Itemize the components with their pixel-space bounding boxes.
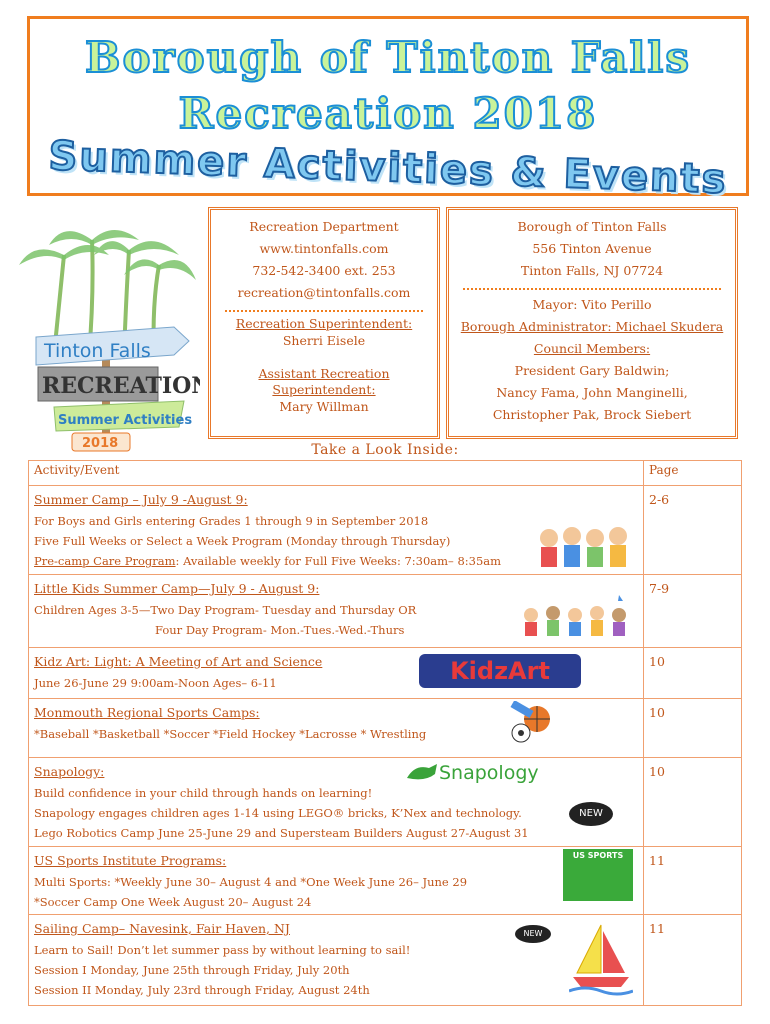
superintendent-label: Recreation Superintendent: (235, 316, 413, 331)
council-label: Council Members: (533, 341, 651, 356)
row-title[interactable]: Snapology: (34, 764, 105, 779)
alligator-icon (405, 758, 439, 788)
row-line: June 26-June 29 9:00am-Noon Ages– 6-11 (34, 676, 277, 690)
row-line: Session I Monday, June 25th through Friday, July 20th (34, 963, 350, 977)
sports-balls-icon (509, 701, 555, 745)
row-line: Snapology engages children ages 1-14 using LEGO® bricks, K’Nex and technology. (34, 806, 522, 820)
title-summer: Summer Activities & Events (47, 133, 729, 203)
mayor: Mayor: Vito Perillo (532, 297, 652, 312)
recreation-logo (14, 205, 200, 455)
row-title[interactable]: Sailing Camp– Navesink, Fair Haven, NJ (34, 921, 290, 936)
header-page: Page (644, 461, 742, 486)
table-row (29, 486, 742, 575)
row-title[interactable]: Kidz Art: Light: A Meeting of Art and Science (34, 654, 323, 669)
divider (463, 288, 721, 290)
row-line: Session II Monday, July 23rd through Friday, August 24th (34, 983, 370, 997)
precamp-text: : Available weekly for Full Five Weeks: 7:30am– 8:35am (175, 554, 502, 568)
new-badge: NEW (515, 925, 551, 943)
snapology-logo: Snapology (439, 762, 539, 784)
row-line: Lego Robotics Camp June 25-June 29 and Supersteam Builders August 27-August 31 (34, 826, 529, 840)
row-line: Build confidence in your child through hands on learning! (34, 786, 373, 800)
assistant-label: Assistant Recreation Superintendent: (258, 366, 390, 397)
kids-group-icon (534, 526, 634, 572)
look-inside-heading: Take a Look Inside: (311, 442, 459, 458)
table-row (29, 847, 742, 915)
borough-info-box (446, 207, 738, 439)
assistant-name: Mary Willman (279, 399, 369, 414)
row-line: *Soccer Camp One Week August 20– August 24 (34, 895, 312, 909)
us-sports-logo-text: US SPORTS (572, 851, 624, 860)
logo-year: 2018 (82, 436, 119, 451)
email-link[interactable]: recreation@tintonfalls.com (237, 285, 411, 300)
row-page: 10 (644, 699, 742, 758)
activities-table (28, 460, 742, 1006)
title-recreation: Recreation 2018 (178, 89, 598, 138)
title-banner (27, 16, 749, 203)
row-page: 11 (644, 847, 742, 915)
row-line: Children Ages 3-5—Two Day Program- Tuesday and Thursday OR (34, 603, 417, 617)
kidzart-logo: KidzArt (419, 654, 581, 688)
row-page: 10 (644, 648, 742, 699)
row-title[interactable]: Monmouth Regional Sports Camps: (34, 705, 260, 720)
council-line-2: Nancy Fama, John Manginelli, (496, 385, 688, 400)
borough-address: 556 Tinton Avenue (532, 241, 652, 256)
row-line: Four Day Program- Mon.-Tues.-Wed.-Thurs (155, 623, 405, 637)
dept-name: Recreation Department (249, 219, 399, 234)
logo-line3: Summer Activities (58, 413, 193, 428)
row-line: Five Full Weeks or Select a Week Program (Monday through Thursday) (34, 534, 451, 548)
palm-trees-icon (14, 205, 200, 455)
title-borough: Borough of Tinton Falls (84, 33, 692, 82)
recreation-contact-box (208, 207, 440, 439)
table-row (29, 915, 742, 1006)
row-page: 7-9 (644, 575, 742, 648)
header-activity: Activity/Event (29, 461, 644, 486)
logo-line2: RECREATION (42, 373, 200, 399)
borough-name: Borough of Tinton Falls (517, 219, 667, 234)
us-sports-logo (563, 849, 633, 901)
row-line: Multi Sports: *Weekly June 30– August 4 and *One Week June 26– June 29 (34, 875, 468, 889)
row-line: *Baseball *Basketball *Soccer *Field Hockey *Lacrosse * Wrestling (34, 727, 427, 741)
precamp-link[interactable]: Pre-camp Care Program (34, 554, 176, 568)
logo-line1: Tinton Falls (44, 340, 151, 362)
table-row (29, 699, 742, 758)
row-title[interactable]: Little Kids Summer Camp—July 9 - August 9: (34, 581, 320, 596)
new-badge: NEW (569, 802, 613, 826)
divider (225, 310, 423, 312)
row-page: 11 (644, 915, 742, 1006)
table-row (29, 575, 742, 648)
council-line-1: President Gary Baldwin; (514, 363, 670, 378)
little-kids-icon (519, 593, 629, 643)
row-line: For Boys and Girls entering Grades 1 through 9 in September 2018 (34, 514, 429, 528)
administrator: Borough Administrator: Michael Skudera (460, 319, 724, 334)
row-title[interactable]: US Sports Institute Programs: (34, 853, 227, 868)
table-row (29, 758, 742, 847)
superintendent-name: Sherri Eisele (282, 333, 366, 348)
sailboat-icon (569, 921, 633, 997)
table-header-row (29, 461, 742, 486)
row-title[interactable]: Summer Camp – July 9 -August 9: (34, 492, 248, 507)
row-page: 2-6 (644, 486, 742, 575)
website-link[interactable]: www.tintonfalls.com (259, 241, 389, 256)
table-row (29, 648, 742, 699)
borough-city: Tinton Falls, NJ 07724 (520, 263, 664, 278)
council-line-3: Christopher Pak, Brock Siebert (492, 407, 692, 422)
row-page: 10 (644, 758, 742, 847)
row-line: Learn to Sail! Don’t let summer pass by without learning to sail! (34, 943, 411, 957)
phone-number: 732-542-3400 ext. 253 (252, 263, 396, 278)
